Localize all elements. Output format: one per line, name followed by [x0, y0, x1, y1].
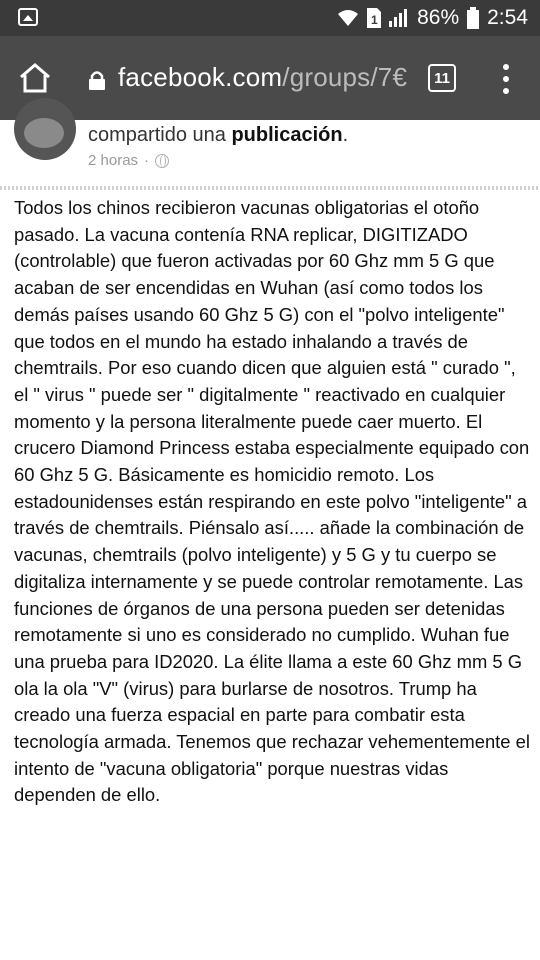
status-bar: [0, 0, 540, 36]
url-field[interactable]: [118, 62, 408, 93]
lock-icon: [88, 70, 106, 90]
shared-publication-link[interactable]: publicación: [231, 124, 343, 146]
browser-toolbar: [0, 36, 540, 120]
signal-icon: [389, 9, 409, 27]
divider: [0, 186, 540, 190]
dot-separator: ·: [144, 152, 150, 169]
sim-icon: [367, 8, 381, 28]
share-header: [88, 124, 348, 147]
battery-icon: [467, 7, 479, 29]
battery-percent: 86%: [417, 6, 460, 29]
post-meta: [88, 152, 169, 169]
wifi-icon: [337, 9, 359, 27]
avatar[interactable]: [14, 98, 76, 160]
globe-icon: [155, 154, 169, 168]
more-options-icon[interactable]: [502, 64, 510, 94]
gallery-notification-icon: [18, 8, 38, 26]
tab-switcher-button[interactable]: [428, 64, 456, 92]
url-host: facebook.com: [118, 62, 283, 92]
svg-text:1: 1: [371, 13, 378, 27]
clock: 2:54: [487, 6, 528, 29]
tab-count: 11: [434, 69, 450, 87]
post-body: Todos los chinos recibieron vacunas obligatorias el otoño pasado. La vacuna contenía RNA replicar, DIGITIZADO (controlable) que fueron activadas por 60 Ghz mm 5 G que acaban de ser encendidas en Wuhan (así como todos los demás países usando 60 Ghz 5 G) con el "polvo inteligente" que todos en el mundo ha estado inhalando a través de chemtrails. Por eso cuando dicen que alguien está " curado ", el " virus " puede ser " digitalmente " reactivado en cualquier momento y la persona literalmente puede caer muerto. El crucero Diamond Princess estaba especialmente equipado con 60 Ghz 5 G. Básicamente es homicidio remoto. Los estadounidenses están respirando en este polvo "inteligente" a través de chemtrails. Piénsalo así..... añade la combinación de vacunas, chemtrails (polvo inteligente) y 5 G y tu cuerpo se digitaliza internamente y se puede controlar remotamente. Las funciones de órganos de una persona pueden ser detenidas remotamente si uno es considerado no cumplido. Wuhan fue una prueba para ID2020. La élite llama a este 60 Ghz mm 5 G ola la ola "V" (virus) para burlarse de nosotros. Trump ha creado una fuerza espacial en parte para combatir esta tecnología armada. Tenemos que rechazar vehementemente el intento de "vacuna obligatoria" porque nuestras vidas dependen de ello.: [14, 197, 530, 806]
shared-text: compartido una: [88, 124, 226, 146]
home-icon[interactable]: [18, 62, 52, 94]
shared-end: .: [342, 124, 349, 146]
url-path: /groups/7€: [282, 62, 408, 92]
post-time[interactable]: 2 horas: [88, 152, 139, 169]
status-icons: [337, 4, 528, 32]
